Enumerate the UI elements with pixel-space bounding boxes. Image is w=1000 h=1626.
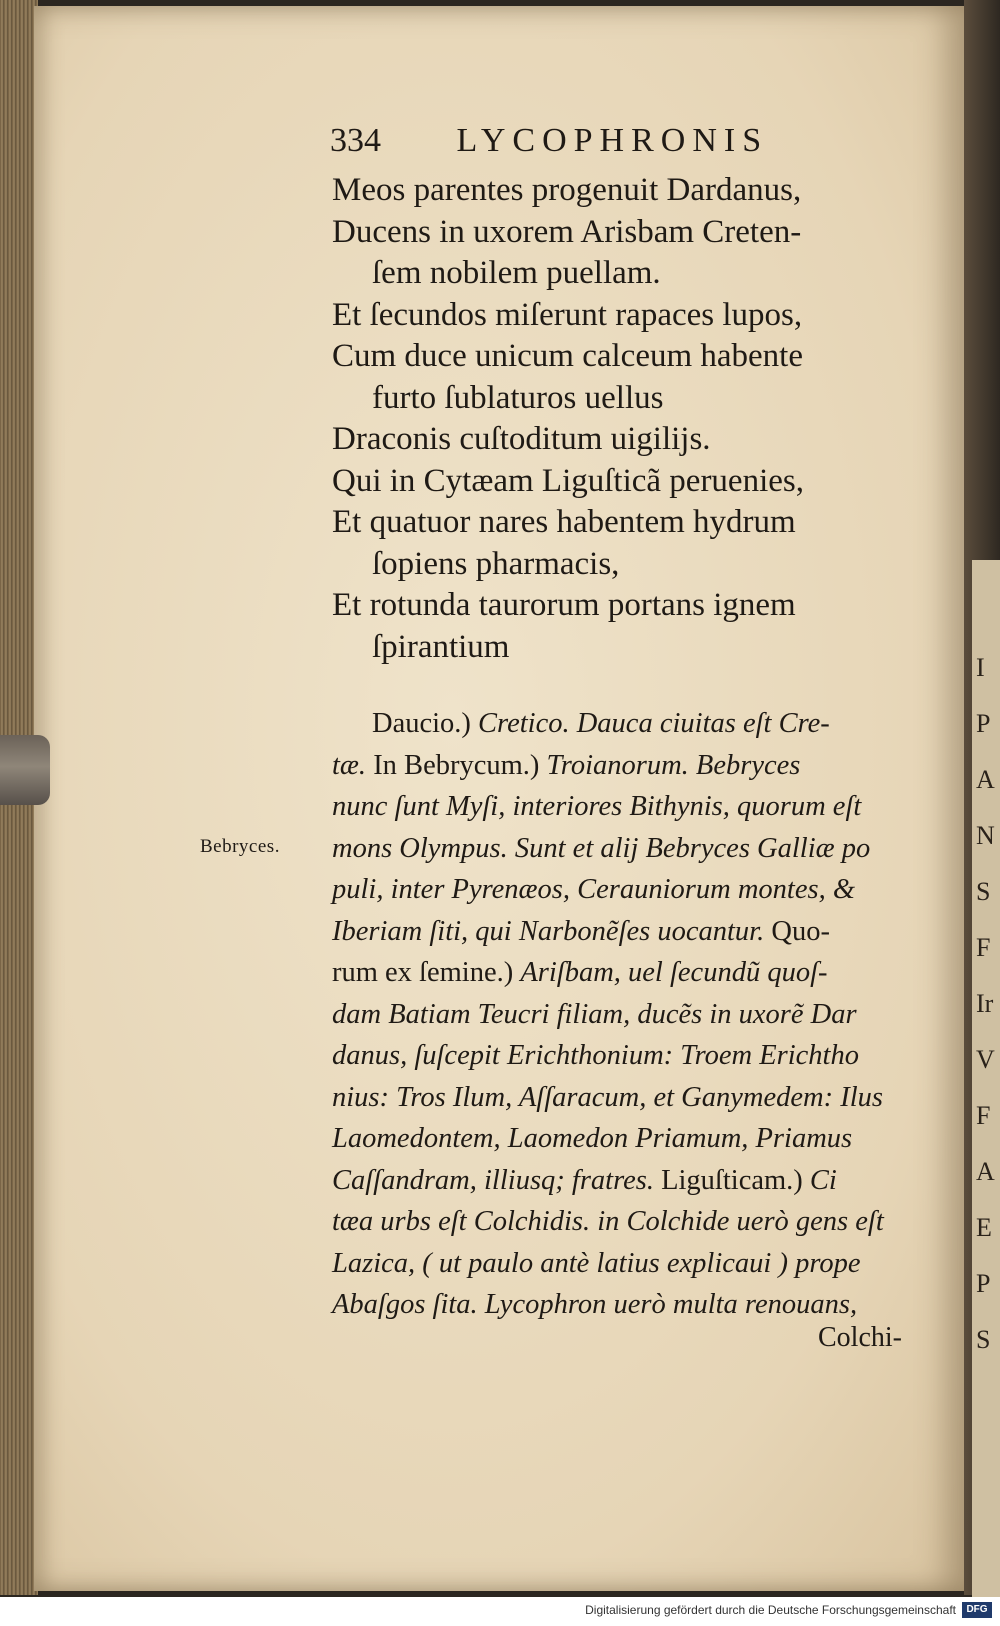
facing-page-letter: A xyxy=(976,1157,995,1186)
commentary-line: nius: Tros Ilum, Aſſaracum, et Ganymedem: Ilus xyxy=(332,1081,883,1113)
facing-page-letter: I xyxy=(976,653,985,682)
commentary-line: nunc ſunt Myſi, interiores Bithynis, quorum eſt xyxy=(332,791,862,822)
commentary-line: Lazica, ( ut paulo antè latius explicaui ) prope xyxy=(332,1247,861,1279)
catchword: Colchi- xyxy=(818,1322,902,1353)
verse-line: Draconis cuſtoditum uigilijs. xyxy=(332,421,711,457)
commentary-line: Iberiam ſiti, qui Narbonẽſes uocantur. Quo- xyxy=(332,915,830,947)
facing-page-letter: Ir xyxy=(976,989,994,1018)
commentary-line: Laomedontem, Laomedon Priamum, Priamus xyxy=(332,1123,853,1154)
commentary-line: dam Batiam Teucri filiam, ducẽs in uxorẽ Dar xyxy=(332,998,857,1030)
verse-line: Et ſecundos miſerunt rapaces lupos, xyxy=(332,296,803,333)
verse-line: Qui in Cytæam Liguſticã peruenies, xyxy=(332,462,804,499)
page-clip xyxy=(0,735,50,805)
page-number: 334 xyxy=(330,122,381,159)
commentary-line: puli, inter Pyrenæos, Cerauniorum montes, & xyxy=(332,874,856,905)
verse-line: Ducens in uxorem Arisbam Creten- xyxy=(332,213,802,250)
commentary-line: tæa urbs eſt Colchidis. in Colchide uerò gens eſt xyxy=(332,1206,884,1237)
facing-page-letter: N xyxy=(976,821,995,850)
verse-line: ſem nobilem puellam. xyxy=(372,255,661,291)
commentary-line: mons Olympus. Sunt et alij Bebryces Galliæ po xyxy=(332,832,871,864)
commentary-line: Caſſandram, illiusq; fratres. Liguſticam.) Ci xyxy=(332,1164,837,1196)
verse-line: ſpirantium xyxy=(372,628,510,665)
facing-page-letter: E xyxy=(976,1213,992,1242)
footer-credit: Digitalisierung gefördert durch die Deutsche Forschungsgemeinschaft xyxy=(585,1603,956,1617)
page-header xyxy=(330,122,850,160)
facing-page-letter: S xyxy=(976,877,991,906)
margin-note: Bebryces. xyxy=(200,836,280,857)
facing-page-letter: P xyxy=(976,1269,991,1298)
commentary-line: Daucio.) Cretico. Dauca ciuitas eſt Cre- xyxy=(372,708,830,739)
facing-page-letter: F xyxy=(976,933,991,962)
commentary-line: tæ. In Bebrycum.) Troianorum. Bebryces xyxy=(332,749,801,781)
verse-text xyxy=(332,170,932,668)
facing-page-letters xyxy=(976,640,996,1368)
verse-line: Cum duce unicum calceum habente xyxy=(332,338,803,374)
commentary-line: Abaſgos ſita. Lycophron uerò multa renouans, xyxy=(332,1289,858,1320)
facing-page-letter: P xyxy=(976,709,991,738)
commentary-text xyxy=(332,703,932,1326)
facing-page-letter: V xyxy=(976,1045,995,1074)
dfg-logo: DFG xyxy=(962,1602,992,1618)
verse-line: furto ſublaturos uellus xyxy=(372,379,664,416)
verse-line: ſopiens pharmacis, xyxy=(372,545,620,582)
facing-page-letter: F xyxy=(976,1101,991,1130)
commentary-line: rum ex ſemine.) Ariſbam, uel ſecundũ quoſ- xyxy=(332,957,828,988)
running-title: LYCOPHRONIS xyxy=(456,122,769,159)
verse-line: Et rotunda taurorum portans ignem xyxy=(332,587,796,623)
verse-line: Et quatuor nares habentem hydrum xyxy=(332,504,796,540)
facing-page-letter: S xyxy=(976,1325,991,1354)
verse-line: Meos parentes progenuit Dardanus, xyxy=(332,172,802,208)
commentary-line: danus, ſuſcepit Erichthonium: Troem Erichtho xyxy=(332,1040,859,1071)
footer-bar xyxy=(0,1597,1000,1626)
facing-page-letter: A xyxy=(976,765,995,794)
